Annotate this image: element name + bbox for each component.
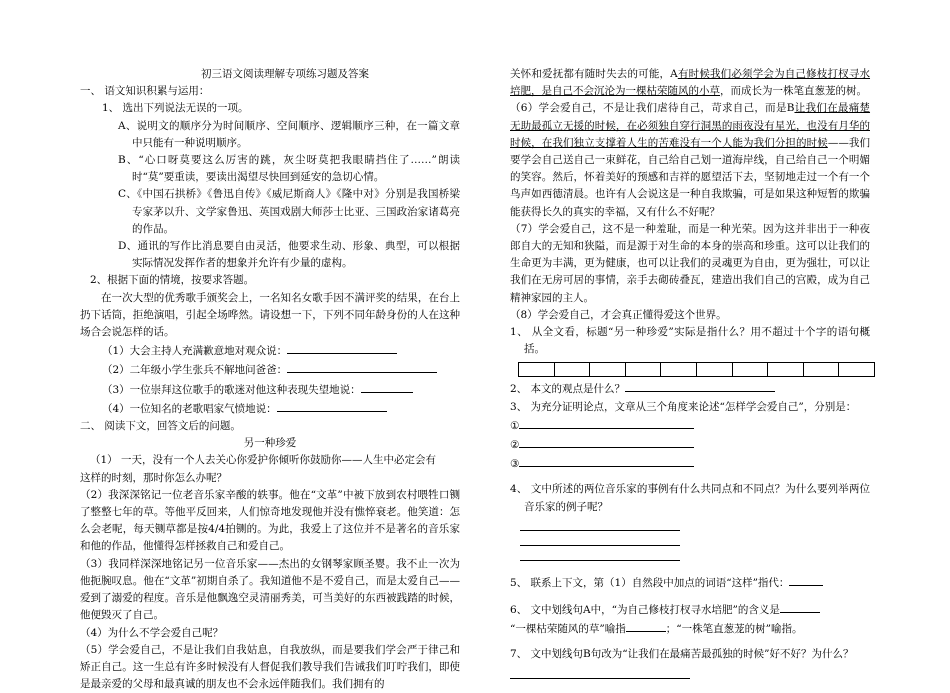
paragraph-6: （6）学会爱自己，不是让我们虐待自己，苛求自己，而是B让我们在最痛楚无助最孤立无援的时候，在必须独自穿行洞黑的雨夜没有星光，也没有月华的时候，在我们独立支撑着人生的苦难没有一个人能为我们分担的时候——我们要学会自己送自己一束鲜花，自己给自己划一道海岸线，自己给自己一个明媚的笑容。然后，怀着美好的预感和吉祥的愿望活下去，坚韧地走过一个有一个鸟声如西德清晨。也许有人会说这是一种自我欺骗，可是如果这种短暂的欺骗能获得长久的真实的幸福，又有什么不好呢？ [510,102,871,218]
question-2-scenario: 在一次大型的优秀歌手颁奖会上，一名知名女歌手因不满评奖的结果，在台上扔下话筒，拒绝演唱，引起全场哗然。请设想一下，下列不同年龄身份的人在这种场合会说怎样的话。 [80,291,460,339]
option-a: A、说明文的顺序分为时间顺序、空间顺序、逻辑顺序三种，在一篇文章中只能有一种说明顺序。 [118,119,460,149]
question-2-stem: 2、根据下面的情境，按要求答题。 [90,274,255,287]
answer-blank[interactable] [789,573,823,586]
question-2-item-4: （4）一位知名的老歌唱家气愤地说： [80,399,460,418]
answer-blank[interactable] [287,341,397,354]
answer-line-1: ① [510,416,870,435]
paragraph-8: （8）学会爱自己，才会真正懂得爱这个世界。 [510,308,727,321]
question-2-item-3: （3）一位崇拜这位歌手的歌迷对他这种表现失望地说： [80,380,460,399]
reading-question-5: 5、 联系上下文，第（1）自然段中加点的词语“这样”指代： [510,573,870,592]
answer-blank[interactable] [361,380,413,393]
answer-blank[interactable] [625,379,775,392]
underlined-sentence-b: 让我们在最痛楚无助最孤立无援的时候，在必须独自穿行洞黑的雨夜没有星光，也没有月华的时候，在我们独立支撑着人生的苦难没有一个人能为我们分担的时候 [510,102,871,149]
option-c: C、《中国石拱桥》《鲁迅自传》《威尼斯商人》《隆中对》分别是我国桥梁专家茅以升、文学家鲁迅、英国戏剧大师莎士比亚、三国政治家诸葛亮的作品。 [118,188,460,235]
reading-question-1: 1、 从全文看，标题“另一种珍爱”实际是指什么？用不超过十个字的语句概括。 [510,326,870,356]
answer-line[interactable] [520,529,680,531]
reading-question-2: 2、 本文的观点是什么？ [510,379,870,398]
answer-line[interactable] [520,544,680,546]
question-1-stem: 1、 选出下列说法无误的一项。 [102,102,249,115]
answer-blank[interactable] [519,454,694,467]
reading-question-6b: “一棵枯荣随风的草”喻指 ；“一株笔直葱茏的树”喻指。 [510,619,870,638]
paragraph-1-cont: 这样的时刻，那时你怎么办呢？ [80,471,227,484]
article-title: 另一种珍爱 [243,437,297,450]
answer-blank[interactable] [519,416,694,429]
answer-blank[interactable] [519,435,694,448]
question-2-item-1: （1）大会主持人充满歉意地对观众说： [80,341,460,360]
answer-line[interactable] [510,677,690,679]
reading-question-6a: 6、 文中划线句A中，“为自己修枝打杈寻水培肥”的含义是 [510,600,870,619]
paragraph-7: （7）学会爱自己，这不是一种羞耻，而是一种光荣。因为这并非出于一种夜郎自大的无知和狭隘，而是源于对生命的本身的崇高和珍重。这可以让我们的生命更为丰满，更为健康，也可以让我们的灵魂更为自由，更为强壮，可以让我们在无房可居的事情，亲手去砌砖叠瓦，建造出我们自己的宫殿，成为自己精神家园的主人。 [510,222,870,304]
paragraph-5-cont: 关怀和爱抚都有随时失去的可能，A有时候我们必须学会为自己修枝打杈寻水培肥，是自己不会沉沦为一棵枯荣随风的小草，而成长为一株笔直葱茏的树。 [510,68,871,98]
paragraph-4: （4）为什么不学会爱自己呢？ [80,626,224,639]
answer-line-3: ③ [510,454,870,473]
left-column [80,66,460,693]
reading-question-7: 7、 文中划线句B句改为“让我们在最痛苦最孤独的时候”好不好？为什么？ [510,648,854,661]
answer-line[interactable] [520,559,680,561]
answer-blank[interactable] [780,600,820,613]
answer-blank[interactable] [626,619,666,632]
paragraph-3: （3）我同样深深地铭记另一位音乐家——杰出的女钢琴家顾圣婴。我不止一次为他扼腕叹息。他在“文革”初期自杀了。我知道他不是不爱自己，而是太爱自己——爱到了溺爱的程度。音乐是他飘逸空灵清丽秀美，可当美好的东西被践踏的时候，他便毁灭了自己。 [80,557,460,622]
paragraph-5: （5）学会爱自己，不是让我们自我姑息，自我放纵，而是要我们学会严于律己和矫正自己。这一生总有许多时候没有人督促我们教导我们告诫我们叮咛我们，即使是最亲爱的父母和最真诚的朋友也不会永远伴随我们。我们拥有的 [80,643,460,691]
paragraph-1: （1） 一天，没有一个人去关心你爱护你倾听你鼓励你——人生中必定会有 [90,454,437,467]
answer-blank[interactable] [277,399,387,412]
answer-grid[interactable] [518,362,875,377]
document-title: 初三语文阅读理解专项练习题及答案 [201,68,369,80]
right-column [510,66,870,691]
section-two-heading: 二、 阅读下文，回答文后的问题。 [80,420,241,433]
question-2-item-2: （2）二年级小学生张兵不解地问爸爸： [80,360,460,379]
reading-question-3: 3、 为充分证明论点，文章从三个角度来论述“怎样学会爱自己”，分别是： [510,400,857,413]
underlined-sentence-a: 有时候我们必须学会为自己修枝打杈寻水培肥，是自己不会沉沦为一棵枯荣随风的小草 [510,68,871,98]
answer-line-2: ② [510,435,870,454]
option-b: B、“心口呀莫要这么厉害的跳，灰尘呀莫把我眼睛挡住了……”朗读时“莫”要重读，要读出渴望尽快回到延安的急切心情。 [118,154,460,184]
answer-blank[interactable] [287,360,437,373]
option-d: D、通讯的写作比消息要自由灵活，他要求生动、形象、典型，可以根据实际情况发挥作者的想象并允许有少量的虚构。 [118,240,460,270]
section-one-heading: 一、 语文知识积累与运用： [80,85,210,98]
paragraph-2: （2）我深深铭记一位老音乐家辛酸的轶事。他在“文革”中被下放到农村喂牲口铡了整整七年的草。等他平反回来，人们惊奇地发现他并没有憔悴衰老。他笑道：怎么会老呢，每天铡草都是按4/4拍铡的。为此，我爱上了这位并不是著名的音乐家和他的作品，他懂得怎样拯救自己和爱自己。 [80,488,460,553]
reading-question-4: 4、 文中所述的两位音乐家的事例有什么共同点和不同点？为什么要列举两位音乐家的例子呢？ [510,483,870,513]
